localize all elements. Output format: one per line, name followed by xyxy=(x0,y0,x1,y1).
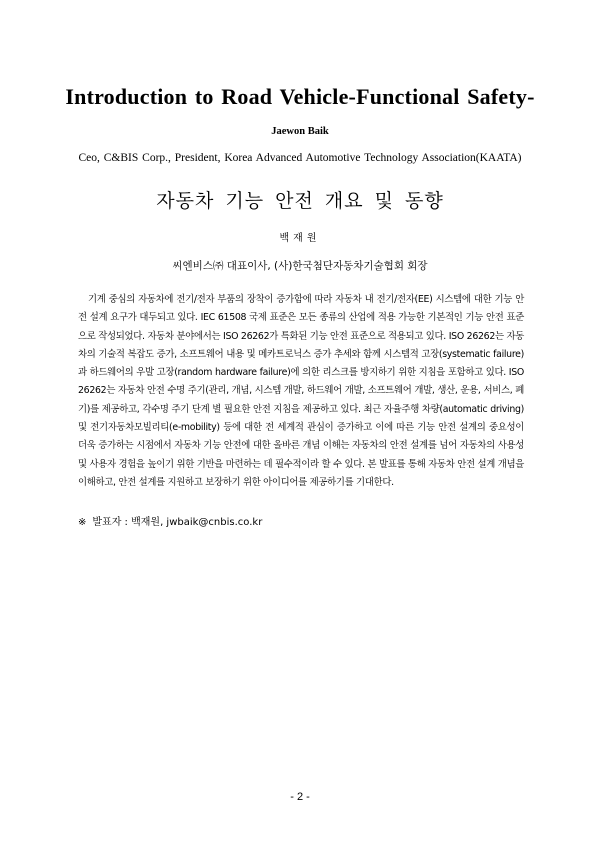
english-title: Introduction to Road Vehicle-Functional Safety- xyxy=(65,84,535,109)
english-author: Jaewon Baik xyxy=(271,126,329,137)
abstract-section xyxy=(78,291,524,492)
page-number: - 2 - xyxy=(290,791,310,803)
english-affiliation: Ceo, C&BIS Corp., President, Korea Advanced Automotive Technology Association(KAATA) xyxy=(78,152,522,164)
presenter-contact: 발표자 : 백재원, jwbaik@cnbis.co.kr xyxy=(92,517,263,528)
korean-author: 백재원 xyxy=(279,233,321,244)
reference-mark-icon: ※ xyxy=(78,517,87,528)
presenter-note xyxy=(78,513,262,528)
korean-affiliation: 씨엔비스㈜ 대표이사, (사)한국첨단자동차기술협회 회장 xyxy=(172,260,428,272)
abstract-paragraph: 기계 중심의 자동차에 전기/전자 부품의 장착이 증가함에 따라 자동차 내 전기/전자(EE) 시스템에 대한 기능 안전 설계 요구가 대두되고 있다. IEC 61508 국제 표준은 모든 종류의 산업에 적용 가능한 기본적인 기능 안전 표준으로 작성되었다. 자동차 분야에서는 ISO 26262가 특화된 기능 안전 표준으로 적용되고 있다. ISO 26262는 자동차의 기술적 복잡도 증가, 소프트웨어 내용 및 메카트로닉스 증가 추세와 함께 시스템적 고장(systematic failure)과 하드웨어의 우발 고장(random hardware failure)에 의한 리스크를 방지하기 위한 지침을 포함하고 있다. ISO 26262는 자동차 안전 수명 주기(관리, 개념, 시스템 개발, 하드웨어 개발, 소프트웨어 개발, 생산, 운용, 서비스, 폐기)를 제공하고, 각수명 주기 단계 별 필요한 안전 지침을 제공하고 있다. 최근 자율주행 차량(automatic driving) 및 전기자동차모빌리티(e-mobility) 등에 대한 전 세계적 관심이 증가하고 이에 따른 기능 안전 설계의 중요성이 더욱 증가하는 시점에서 자동차 기능 안전에 대한 올바른 개념 이해는 자동차의 안전 설계를 넘어 자동차의 사용성 및 사용자 경험을 높이기 위한 기반을 마련하는 데 필수적이라 할 수 있다. 본 발표를 통해 자동차 안전 설계 개념을 이해하고, 안전 설계를 지원하고 보장하기 위한 아이디어를 제공하기를 기대한다. xyxy=(78,294,524,488)
korean-title: 자동차 기능 안전 개요 및 동향 xyxy=(156,190,444,212)
